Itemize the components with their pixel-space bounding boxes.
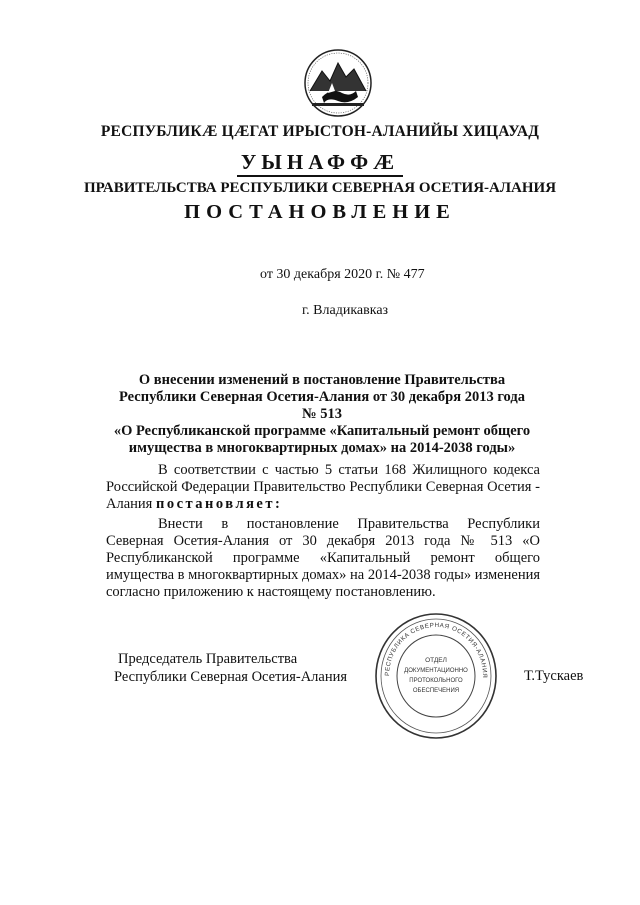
header-republic-ossetian: РЕСПУБЛИКÆ ЦÆГАТ ИРЫСТОН-АЛАНИЙЫ ХИЦАУАД [100, 123, 540, 140]
subject-line-2: Республики Северная Осетия-Алания от 30 декабря 2013 года № 513 [119, 389, 525, 422]
paragraph-1-text: В соответствии с частью 5 статьи 168 Жилищного кодекса Российской Федерации Правительство Республики Северная Осетия - Алания [106, 462, 540, 512]
seal-center-line-2: ДОКУМЕНТАЦИОННО [404, 668, 468, 674]
official-seal-stamp [374, 612, 498, 740]
header-resolution-ossetian-text: УЫНАФФÆ [237, 150, 403, 177]
body-paragraph-2: Внести в постановление Правительства Республики Северная Осетия-Алания от 30 декабря 2013 года № 513 «О Республиканской программе «Капитальный ремонт общего имущества в многоквартирных домах» на 2014-2038 годы» изменения согласно приложению к настоящему постановлению. [106, 516, 541, 600]
signatory-position-line-1: Председатель Правительства [118, 651, 298, 667]
header-resolution-ossetian [0, 150, 640, 175]
signatory-position [114, 650, 348, 686]
seal-center-line-3: ПРОТОКОЛЬНОГО [409, 678, 463, 684]
subject-line-1: О внесении изменений в постановление Правительства [138, 372, 506, 388]
header-resolution-russian: ПОСТАНОВЛЕНИЕ [184, 201, 456, 223]
resolves-keyword: постановляет: [155, 496, 283, 512]
signatory-name: Т.Тускаев [524, 668, 584, 684]
document-city: г. Владикавказ [302, 303, 389, 318]
seal-ring-text: РЕСПУБЛИКА СЕВЕРНАЯ ОСЕТИЯ-АЛАНИЯ [383, 621, 489, 679]
seal-center-line-4: ОБЕСПЕЧЕНИЯ [412, 688, 460, 694]
body-paragraph-1 [106, 462, 540, 513]
seal-center-line-1: ОТДЕЛ [425, 657, 447, 664]
subject-line-3: «О Республиканской программе «Капитальный ремонт общего [113, 423, 531, 439]
subject-line-4: имущества в многоквартирных домах» на 2014-2038 годы» [128, 440, 516, 456]
document-subject [112, 372, 532, 457]
header-government-russian: ПРАВИТЕЛЬСТВА РЕСПУБЛИКИ СЕВЕРНАЯ ОСЕТИЯ-АЛАНИЯ [83, 180, 557, 196]
document-date-number: от 30 декабря 2020 г. № 477 [260, 267, 425, 282]
coat-of-arms-emblem [302, 47, 374, 119]
signatory-position-line-2: Республики Северная Осетия-Алания [114, 669, 348, 685]
